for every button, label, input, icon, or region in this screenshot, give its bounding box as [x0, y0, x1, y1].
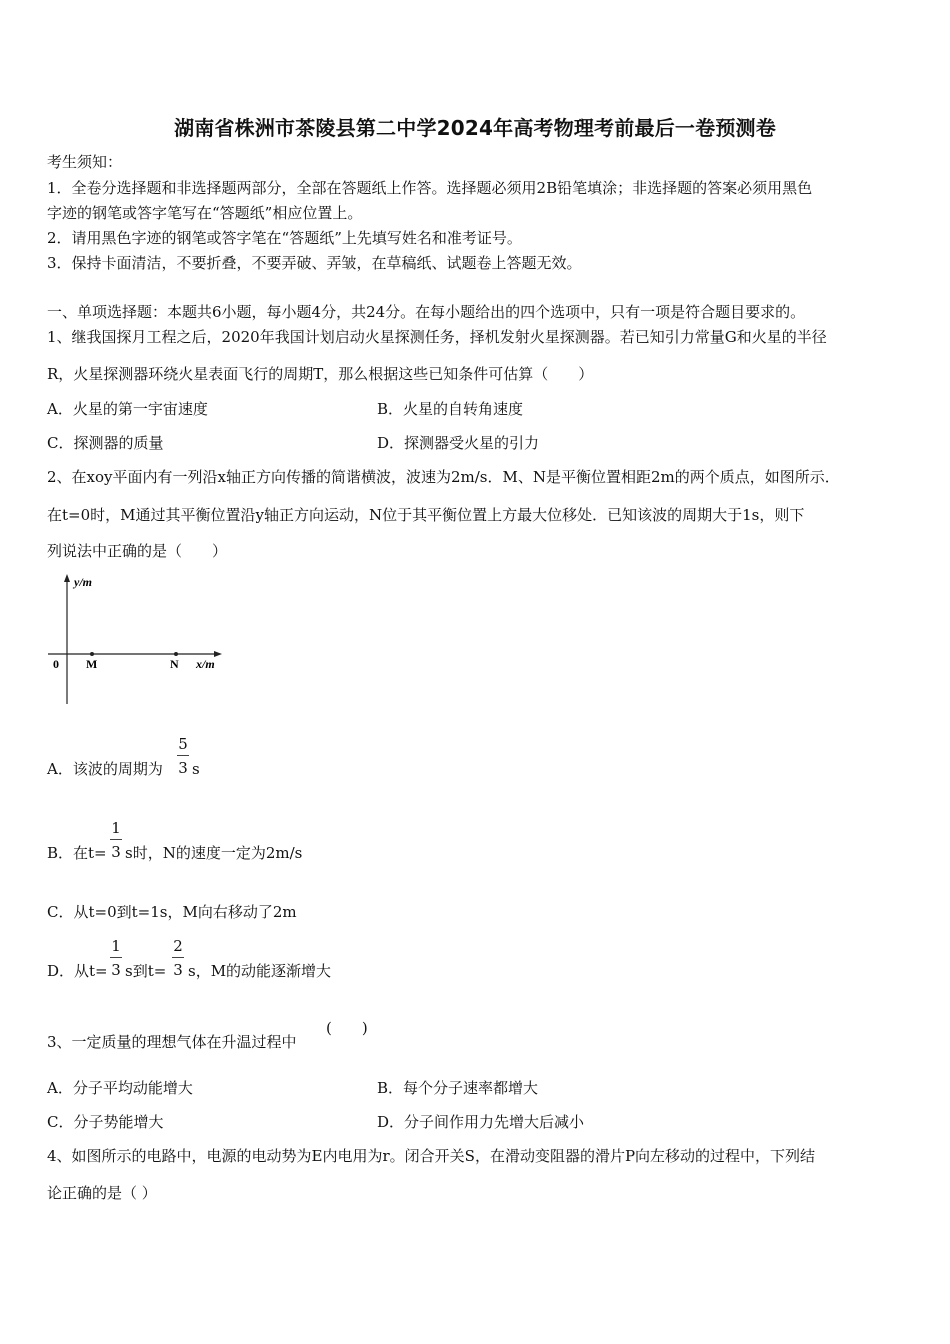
- q2-option-c: C．从t=0到t=1s，M向右移动了2m: [47, 903, 297, 921]
- q3-stem: 3、一定质量的理想气体在升温过程中: [47, 1033, 297, 1051]
- q2-option-b-fraction-bar: [110, 839, 122, 840]
- wave-figure: [44, 572, 234, 712]
- q2-option-b-denominator: 3: [111, 843, 121, 861]
- q2-stem-line-2: 在t=0时，M通过其平衡位置沿y轴正方向运动，N位于其平衡位置上方最大位移处．已知该波的周期大于1s，则下: [47, 506, 805, 524]
- q3-answer-paren: ( ): [326, 1019, 368, 1037]
- q4-stem-line-1: 4、如图所示的电路中，电源的电动势为E内电用为r。闭合开关S，在滑动变阻器的滑片P向左移动的过程中，下列结: [47, 1147, 816, 1165]
- point-n-label: N: [170, 657, 179, 671]
- q3-option-c: C．分子势能增大: [47, 1113, 164, 1131]
- notice-item-1-line-2: 字迹的钢笔或答字笔写在“答题纸”相应位置上。: [47, 204, 363, 222]
- q2-option-b-suffix: s时，N的速度一定为2m/s: [125, 844, 303, 862]
- point-n-dot: [174, 652, 178, 656]
- q2-option-b-numerator: 1: [111, 819, 121, 837]
- q3-option-a: A．分子平均动能增大: [47, 1079, 193, 1097]
- notice-heading: 考生须知：: [47, 153, 123, 171]
- q1-option-c: C．探测器的质量: [47, 434, 164, 452]
- q2-stem-line-3: 列说法中正确的是（ ）: [47, 542, 228, 560]
- q3-option-b: B．每个分子速率都增大: [377, 1079, 539, 1097]
- q2-stem-line-1: 2、在xoy平面内有一列沿x轴正方向传播的简谐横波，波速为2m/s．M、N是平衡位置相距2m的两个质点，如图所示．: [47, 468, 840, 486]
- q2-option-d-fraction-bar-2: [172, 957, 184, 958]
- notice-item-3: 3．保持卡面清洁，不要折叠，不要弄破、弄皱，在草稿纸、试题卷上答题无效。: [47, 254, 582, 272]
- notice-item-2: 2．请用黑色字迹的钢笔或答字笔在“答题纸”上先填写姓名和准考证号。: [47, 229, 522, 247]
- q2-option-a-prefix: A．该波的周期为: [47, 760, 163, 778]
- point-m-label: M: [86, 657, 98, 671]
- q1-option-d: D．探测器受火星的引力: [377, 434, 540, 452]
- q2-option-d-numerator-2: 2: [173, 937, 183, 955]
- q4-stem-line-2: 论正确的是（ ）: [47, 1184, 157, 1202]
- q2-option-d-prefix: D．从t=: [47, 962, 108, 980]
- q2-option-a-fraction-bar: [177, 755, 189, 756]
- point-m-dot: [90, 652, 94, 656]
- page-title: 湖南省株洲市茶陵县第二中学2024年高考物理考前最后一卷预测卷: [174, 116, 776, 140]
- q2-option-d-denominator-2: 3: [173, 961, 183, 979]
- x-axis-label: x/m: [196, 657, 215, 671]
- q2-option-a-suffix: s: [192, 760, 200, 778]
- x-axis-arrow: [214, 651, 222, 657]
- q2-option-d-suffix: s，M的动能逐渐增大: [188, 962, 332, 980]
- q2-option-d-middle: s到t=: [125, 962, 167, 980]
- q2-option-d-denominator-1: 3: [111, 961, 121, 979]
- q1-option-a: A．火星的第一宇宙速度: [47, 400, 208, 418]
- q3-option-d: D．分子间作用力先增大后减小: [377, 1113, 585, 1131]
- notice-item-1-line-1: 1．全卷分选择题和非选择题两部分，全部在答题纸上作答。选择题必须用2B铅笔填涂；非选择题的答案必须用黑色: [47, 179, 813, 197]
- section-heading: 一、单项选择题：本题共6小题，每小题4分，共24分。在每小题给出的四个选项中，只有一项是符合题目要求的。: [47, 303, 806, 321]
- y-axis-arrow: [64, 574, 70, 582]
- q2-option-d-numerator-1: 1: [111, 937, 121, 955]
- q2-option-b-prefix: B．在t=: [47, 844, 107, 862]
- q1-stem-line-2: R，火星探测器环绕火星表面飞行的周期T，那么根据这些已知条件可估算（ ）: [47, 365, 594, 383]
- q1-option-b: B．火星的自转角速度: [377, 400, 524, 418]
- y-axis-label: y/m: [74, 575, 92, 589]
- q1-stem-line-1: 1、继我国探月工程之后，2020年我国计划启动火星探测任务，择机发射火星探测器。若已知引力常量G和火星的半径: [47, 328, 827, 346]
- q2-option-a-denominator: 3: [178, 759, 188, 777]
- origin-label: 0: [53, 657, 59, 671]
- q2-option-d-fraction-bar-1: [110, 957, 122, 958]
- q2-option-a-numerator: 5: [178, 735, 188, 753]
